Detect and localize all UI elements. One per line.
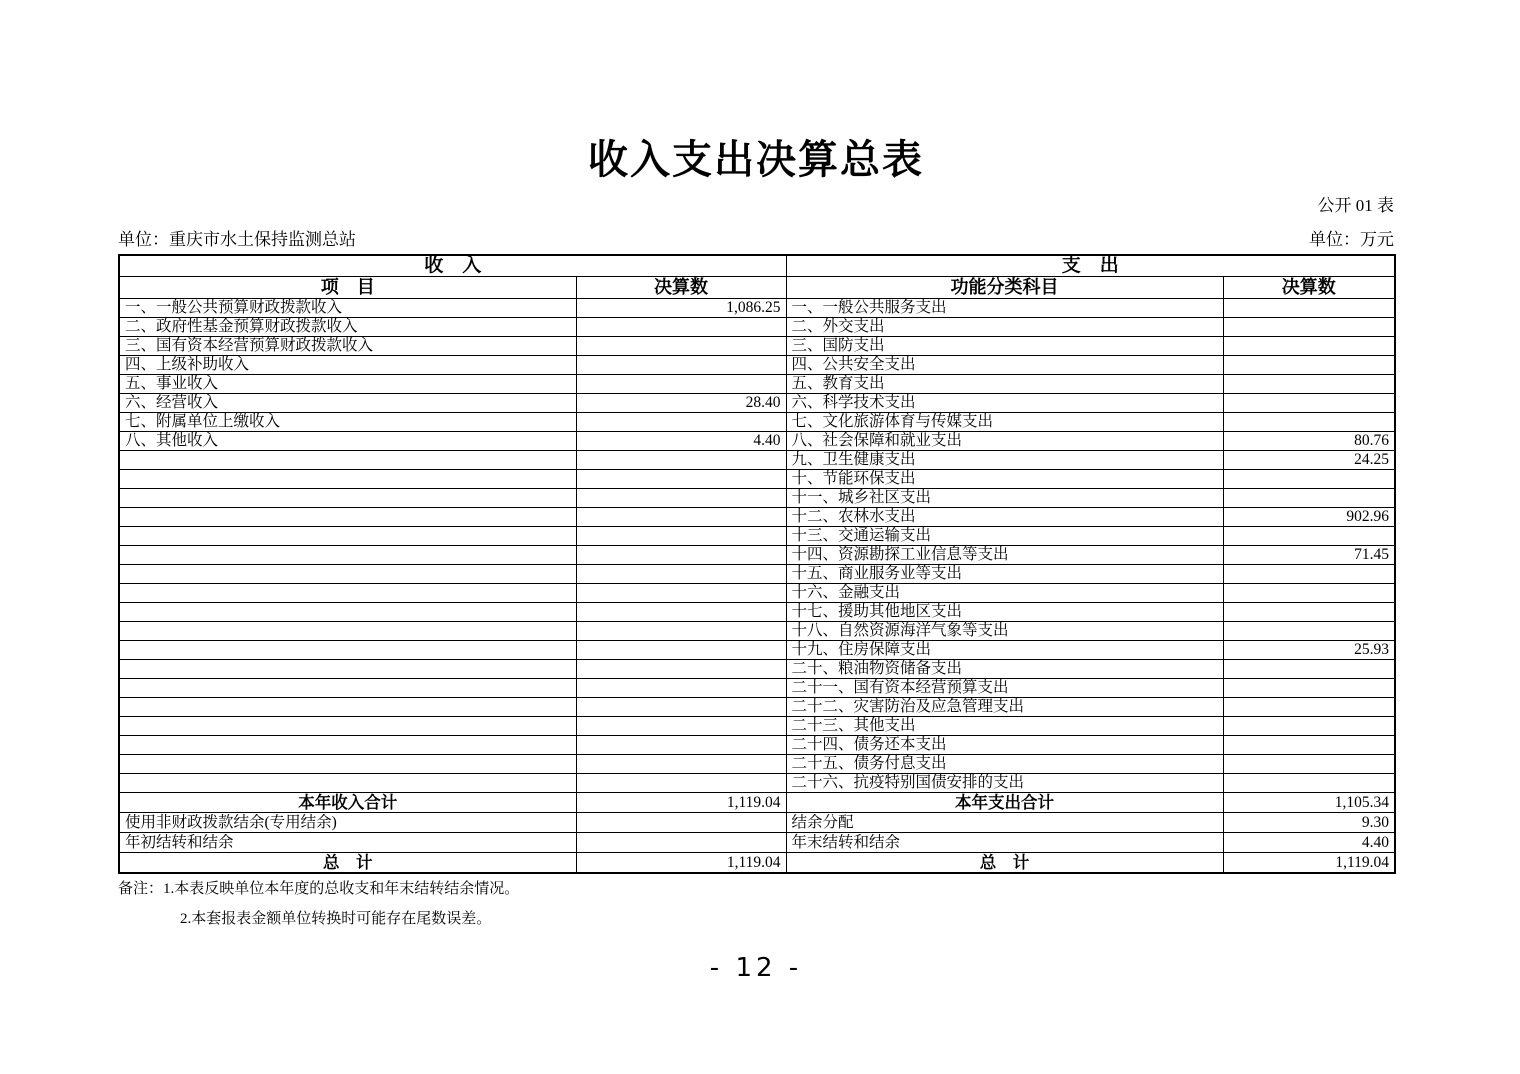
expenditure-item-value — [1223, 660, 1395, 679]
table-summary-rows — [119, 793, 1395, 874]
expenditure-item-value: 71.45 — [1223, 546, 1395, 565]
income-item-label — [119, 565, 576, 584]
income-item-column-header: 项 目 — [119, 277, 576, 299]
income-item-label: 三、国有资本经营预算财政拨款收入 — [119, 337, 576, 356]
expenditure-item-label: 二十二、灾害防治及应急管理支出 — [786, 698, 1223, 717]
income-summary-label: 使用非财政拨款结余(专用结余) — [119, 813, 576, 833]
income-item-label: 八、其他收入 — [119, 432, 576, 451]
income-summary-label: 本年收入合计 — [119, 793, 576, 813]
income-item-value — [576, 318, 786, 337]
income-item-label: 一、一般公共预算财政拨款收入 — [119, 299, 576, 318]
table-row — [119, 717, 1395, 736]
expenditure-value-column-header: 决算数 — [1223, 277, 1395, 299]
income-item-value — [576, 413, 786, 432]
expenditure-item-value — [1223, 337, 1395, 356]
expenditure-item-value — [1223, 394, 1395, 413]
expenditure-summary-value: 4.40 — [1223, 833, 1395, 853]
expenditure-item-label: 十九、住房保障支出 — [786, 641, 1223, 660]
income-item-label — [119, 660, 576, 679]
table-row — [119, 584, 1395, 603]
income-summary-value: 1,119.04 — [576, 853, 786, 874]
table-code: 公开 01 表 — [1317, 196, 1394, 215]
expenditure-item-label: 三、国防支出 — [786, 337, 1223, 356]
income-item-value — [576, 622, 786, 641]
income-item-label — [119, 641, 576, 660]
currency-unit: 单位：万元 — [1309, 230, 1394, 249]
expenditure-item-label: 二十、粮油物资储备支出 — [786, 660, 1223, 679]
income-item-value — [576, 375, 786, 394]
income-item-label — [119, 489, 576, 508]
summary-row — [119, 793, 1395, 813]
income-item-value: 28.40 — [576, 394, 786, 413]
income-item-label: 六、经营收入 — [119, 394, 576, 413]
table-row — [119, 622, 1395, 641]
expenditure-summary-label: 年末结转和结余 — [786, 833, 1223, 853]
expenditure-item-label: 十、节能环保支出 — [786, 470, 1223, 489]
section-header-row — [119, 255, 1395, 277]
table-row — [119, 698, 1395, 717]
income-summary-value — [576, 833, 786, 853]
meta-row — [118, 230, 1394, 250]
expenditure-item-label: 十八、自然资源海洋气象等支出 — [786, 622, 1223, 641]
expenditure-item-label: 二、外交支出 — [786, 318, 1223, 337]
expenditure-item-label: 十三、交通运输支出 — [786, 527, 1223, 546]
document-content — [118, 0, 1394, 983]
expenditure-item-value — [1223, 698, 1395, 717]
expenditure-item-label: 二十六、抗疫特别国债安排的支出 — [786, 774, 1223, 793]
table-row — [119, 489, 1395, 508]
expenditure-item-column-header: 功能分类科目 — [786, 277, 1223, 299]
page-number: - 12 - — [709, 953, 803, 983]
table-row — [119, 394, 1395, 413]
income-item-value — [576, 337, 786, 356]
income-item-label: 四、上级补助收入 — [119, 356, 576, 375]
income-value-column-header: 决算数 — [576, 277, 786, 299]
income-item-label: 二、政府性基金预算财政拨款收入 — [119, 318, 576, 337]
income-item-value — [576, 565, 786, 584]
expenditure-item-label: 二十四、债务还本支出 — [786, 736, 1223, 755]
expenditure-item-label: 五、教育支出 — [786, 375, 1223, 394]
income-summary-value: 1,119.04 — [576, 793, 786, 813]
income-item-label — [119, 717, 576, 736]
expenditure-item-value — [1223, 356, 1395, 375]
income-item-label: 五、事业收入 — [119, 375, 576, 394]
expenditure-item-value — [1223, 489, 1395, 508]
income-item-value — [576, 451, 786, 470]
table-row — [119, 736, 1395, 755]
expenditure-item-label: 七、文化旅游体育与传媒支出 — [786, 413, 1223, 432]
table-row — [119, 641, 1395, 660]
expenditure-item-label: 十七、援助其他地区支出 — [786, 603, 1223, 622]
income-summary-label: 总 计 — [119, 853, 576, 874]
expenditure-item-label: 十四、资源勘探工业信息等支出 — [786, 546, 1223, 565]
expenditure-item-label: 二十三、其他支出 — [786, 717, 1223, 736]
income-item-label — [119, 451, 576, 470]
table-row — [119, 508, 1395, 527]
expenditure-summary-value: 1,119.04 — [1223, 853, 1395, 874]
expenditure-section-header: 支 出 — [786, 255, 1395, 277]
notes-prefix: 备注： — [118, 881, 164, 897]
table-row — [119, 451, 1395, 470]
expenditure-summary-value: 1,105.34 — [1223, 793, 1395, 813]
income-summary-label: 年初结转和结余 — [119, 833, 576, 853]
income-item-value — [576, 641, 786, 660]
expenditure-item-value: 24.25 — [1223, 451, 1395, 470]
expenditure-item-value — [1223, 603, 1395, 622]
expenditure-summary-label: 结余分配 — [786, 813, 1223, 833]
expenditure-item-value — [1223, 470, 1395, 489]
income-item-label — [119, 774, 576, 793]
income-item-label — [119, 679, 576, 698]
table-data-rows — [119, 299, 1395, 793]
expenditure-item-value — [1223, 584, 1395, 603]
expenditure-item-label: 九、卫生健康支出 — [786, 451, 1223, 470]
income-item-value — [576, 660, 786, 679]
unit-name: 单位：重庆市水土保持监测总站 — [118, 230, 356, 249]
income-item-value — [576, 527, 786, 546]
expenditure-item-label: 二十五、债务付息支出 — [786, 755, 1223, 774]
page-title: 收入支出决算总表 — [588, 137, 924, 182]
table-row — [119, 413, 1395, 432]
income-item-value — [576, 546, 786, 565]
income-item-value — [576, 755, 786, 774]
note-line-1 — [118, 879, 1394, 899]
expenditure-item-value — [1223, 318, 1395, 337]
expenditure-item-value — [1223, 565, 1395, 584]
expenditure-item-value — [1223, 375, 1395, 394]
table-row — [119, 546, 1395, 565]
expenditure-item-label: 一、一般公共服务支出 — [786, 299, 1223, 318]
table-row — [119, 565, 1395, 584]
expenditure-item-label: 二十一、国有资本经营预算支出 — [786, 679, 1223, 698]
expenditure-item-value — [1223, 774, 1395, 793]
note-line-2: 2.本套报表金额单位转换时可能存在尾数误差。 — [180, 911, 492, 927]
column-header-row — [119, 277, 1395, 299]
income-item-label — [119, 527, 576, 546]
expenditure-item-label: 四、公共安全支出 — [786, 356, 1223, 375]
table-row — [119, 318, 1395, 337]
notes — [118, 879, 1394, 929]
expenditure-item-value: 25.93 — [1223, 641, 1395, 660]
expenditure-summary-label: 总 计 — [786, 853, 1223, 874]
table-row — [119, 337, 1395, 356]
income-item-value — [576, 603, 786, 622]
income-item-label — [119, 470, 576, 489]
expenditure-item-value — [1223, 527, 1395, 546]
budget-summary-table — [118, 254, 1396, 874]
table-row — [119, 432, 1395, 451]
income-item-value — [576, 356, 786, 375]
expenditure-item-value — [1223, 755, 1395, 774]
table-row — [119, 774, 1395, 793]
income-item-label: 七、附属单位上缴收入 — [119, 413, 576, 432]
income-item-value — [576, 584, 786, 603]
expenditure-item-label: 六、科学技术支出 — [786, 394, 1223, 413]
table-row — [119, 603, 1395, 622]
income-item-value — [576, 489, 786, 508]
expenditure-summary-value: 9.30 — [1223, 813, 1395, 833]
expenditure-item-value — [1223, 717, 1395, 736]
expenditure-item-label: 十五、商业服务业等支出 — [786, 565, 1223, 584]
table-row — [119, 660, 1395, 679]
income-item-label — [119, 698, 576, 717]
income-item-value — [576, 470, 786, 489]
expenditure-item-value — [1223, 736, 1395, 755]
income-item-label — [119, 546, 576, 565]
income-item-value — [576, 736, 786, 755]
expenditure-item-value — [1223, 622, 1395, 641]
expenditure-item-value: 80.76 — [1223, 432, 1395, 451]
table-row — [119, 356, 1395, 375]
income-item-value — [576, 774, 786, 793]
table-row — [119, 299, 1395, 318]
summary-row — [119, 833, 1395, 853]
table-row — [119, 470, 1395, 489]
expenditure-item-label: 八、社会保障和就业支出 — [786, 432, 1223, 451]
expenditure-item-label: 十二、农林水支出 — [786, 508, 1223, 527]
income-item-label — [119, 755, 576, 774]
expenditure-item-label: 十一、城乡社区支出 — [786, 489, 1223, 508]
table-row — [119, 527, 1395, 546]
expenditure-item-value — [1223, 413, 1395, 432]
income-item-value — [576, 508, 786, 527]
income-summary-value — [576, 813, 786, 833]
income-item-value: 1,086.25 — [576, 299, 786, 318]
income-item-value — [576, 679, 786, 698]
expenditure-item-label: 十六、金融支出 — [786, 584, 1223, 603]
table-row — [119, 679, 1395, 698]
expenditure-item-value — [1223, 679, 1395, 698]
income-item-label — [119, 736, 576, 755]
income-item-value — [576, 698, 786, 717]
income-section-header: 收 入 — [119, 255, 786, 277]
income-item-label — [119, 622, 576, 641]
income-item-label — [119, 603, 576, 622]
expenditure-summary-label: 本年支出合计 — [786, 793, 1223, 813]
income-item-value: 4.40 — [576, 432, 786, 451]
expenditure-item-value — [1223, 299, 1395, 318]
summary-row — [119, 813, 1395, 833]
note-text-1: 1.本表反映单位本年度的总收支和年末结转结余情况。 — [163, 881, 520, 897]
table-row — [119, 375, 1395, 394]
table-row — [119, 755, 1395, 774]
summary-row — [119, 853, 1395, 874]
income-item-value — [576, 717, 786, 736]
expenditure-item-value: 902.96 — [1223, 508, 1395, 527]
income-item-label — [119, 508, 576, 527]
income-item-label — [119, 584, 576, 603]
